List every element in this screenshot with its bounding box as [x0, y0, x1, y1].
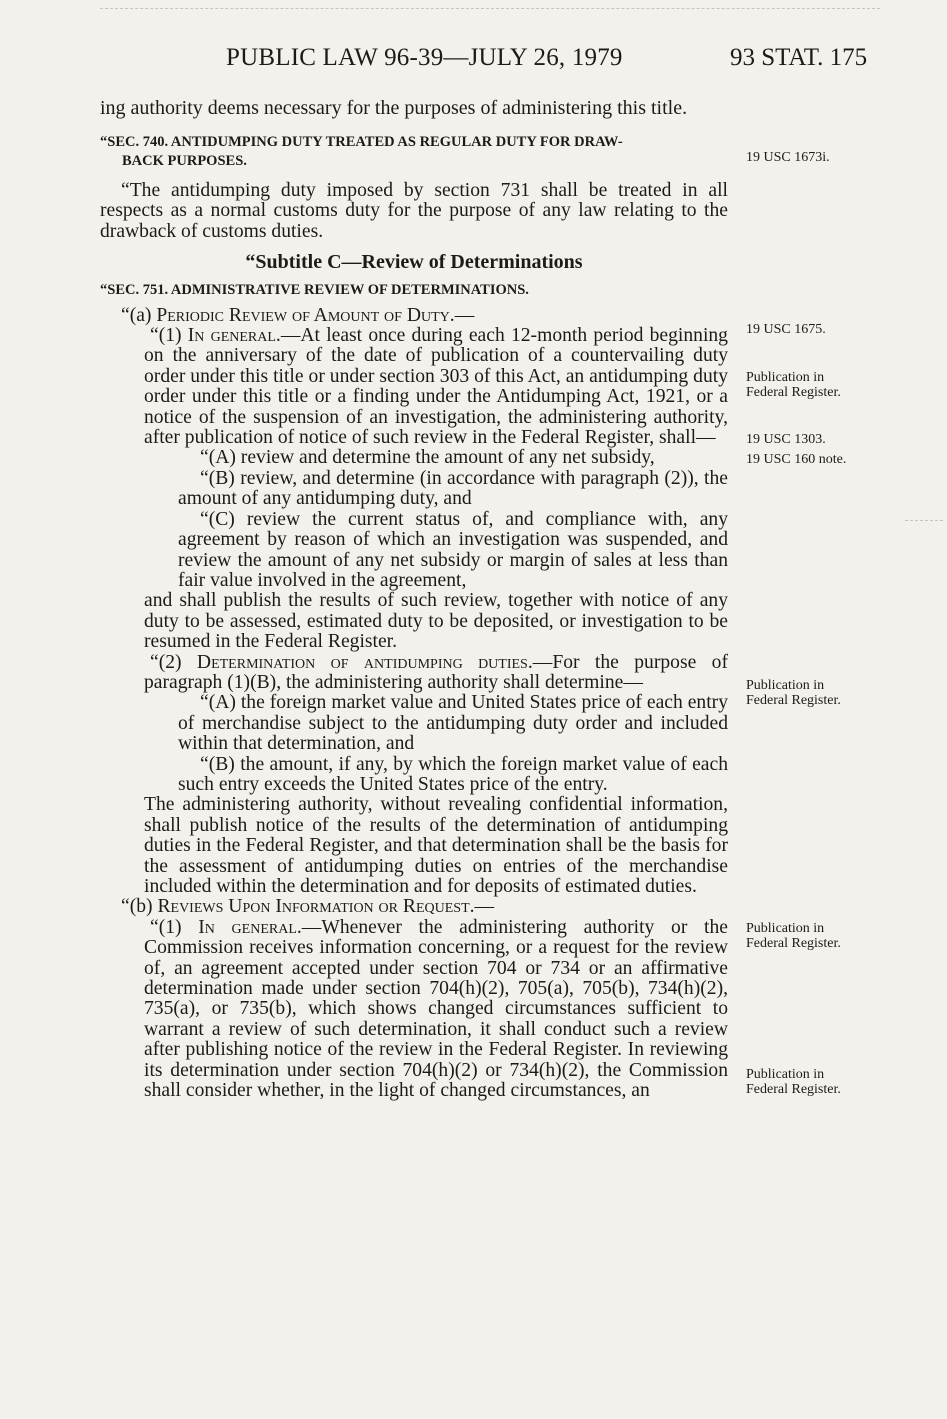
clause-a2-A: “(A) the foreign market value and United States price of each entry of merchandise subject to the antidumping duty order and included within that determination, and	[178, 692, 728, 755]
statute-page-number: 93 STAT. 175	[730, 44, 868, 71]
subsection-a-heading: “(a) Periodic Review of Amount of Duty.—	[121, 304, 475, 326]
paragraph-b1: “(1) In general.—Whenever the administering authority or the Commission receives information concerning, or a request for the review of, an agreement accepted under section 704 or 734 or an affirmative determination made under section 704(h)(2), 705(a), 705(b), 734(h)(2), 735(a), or 735(b), which shows changed circumstances sufficient to warrant a review of such determination, it shall conduct such a review after publishing notice of the review in the Federal Register. In reviewing its determination under section 704(h)(2) or 734(h)(2), the Commission shall consider whether, in the light of changed circumstances, an	[144, 916, 728, 1102]
margin-note-19-usc-1675: 19 USC 1675.	[746, 322, 826, 337]
margin-note-publication-3: Publication in Federal Register.	[746, 921, 841, 951]
bleed-through-mark	[905, 520, 943, 521]
clause-a1-C: “(C) review the current status of, and compliance with, any agreement by reason of which an investigation was suspended, and review the amount of any net subsidy or margin of sales at less than fair value involved in the agreement,	[178, 508, 728, 591]
paragraph-a1: “(1) In general.—At least once during each 12-month period beginning on the anniversary of the date of publication of a countervailing duty order under this title or under section 303 of this Act, an antidumping duty order under this title or a finding under the Antidumping Act, 1921, or a notice of the suspension of an investigation, the administering authority, after publication of notice of such review in the Federal Register, shall—	[144, 325, 728, 449]
margin-note-publication-4: Publication in Federal Register.	[746, 1067, 841, 1097]
subtitle-heading: “Subtitle C—Review of Determinations	[245, 251, 583, 274]
section-740-text: “The antidumping duty imposed by section 731 shall be treated in all respects as a normal customs duty for the purpose of any law relating to the drawback of customs duties.	[100, 180, 728, 242]
margin-note-19-usc-160-note: 19 USC 160 note.	[746, 452, 847, 467]
paragraph-a2-close: The administering authority, without revealing confidential information, shall publish notice of the results of the determination of antidumping duties in the Federal Register, and that determination shall be the basis for the assessment of antidumping duties on entries of the merchandise included within the determination and for deposits of estimated duties.	[144, 794, 728, 897]
paragraph-a2: “(2) Determination of antidumping duties.—For the purpose of paragraph (1)(B), the administering authority shall determine—	[144, 651, 728, 693]
section-740-heading-line2: BACK PURPOSES.	[122, 153, 247, 169]
intro-paragraph: ing authority deems necessary for the purposes of administering this title.	[100, 97, 688, 119]
margin-note-publication-1: Publication in Federal Register.	[746, 370, 841, 400]
bleed-through-mark	[100, 8, 880, 9]
clause-a1-B: “(B) review, and determine (in accordance with paragraph (2)), the amount of any antidumping duty, and	[178, 467, 728, 510]
clause-a2-B: “(B) the amount, if any, by which the foreign market value of each such entry exceeds the United States price of the entry.	[178, 753, 728, 795]
margin-note-19-usc-1673i: 19 USC 1673i.	[746, 150, 830, 165]
margin-note-19-usc-1303: 19 USC 1303.	[746, 432, 826, 447]
section-740-heading-line1: “SEC. 740. ANTIDUMPING DUTY TREATED AS REGULAR DUTY FOR DRAW-	[100, 134, 623, 150]
margin-note-publication-2: Publication in Federal Register.	[746, 678, 841, 708]
page-header	[0, 44, 947, 84]
subsection-b-heading: “(b) Reviews Upon Information or Request.—	[121, 896, 495, 918]
section-740-heading	[100, 133, 728, 171]
section-751-heading: “SEC. 751. ADMINISTRATIVE REVIEW OF DETERMINATIONS.	[100, 281, 529, 298]
law-title: PUBLIC LAW 96-39—JULY 26, 1979	[226, 44, 623, 71]
clause-a1-A: “(A) review and determine the amount of any net subsidy,	[200, 447, 655, 469]
paragraph-a1-close: and shall publish the results of such review, together with notice of any duty to be assessed, estimated duty to be deposited, or investigation to be resumed in the Federal Register.	[144, 590, 728, 653]
body-text	[100, 98, 728, 1101]
